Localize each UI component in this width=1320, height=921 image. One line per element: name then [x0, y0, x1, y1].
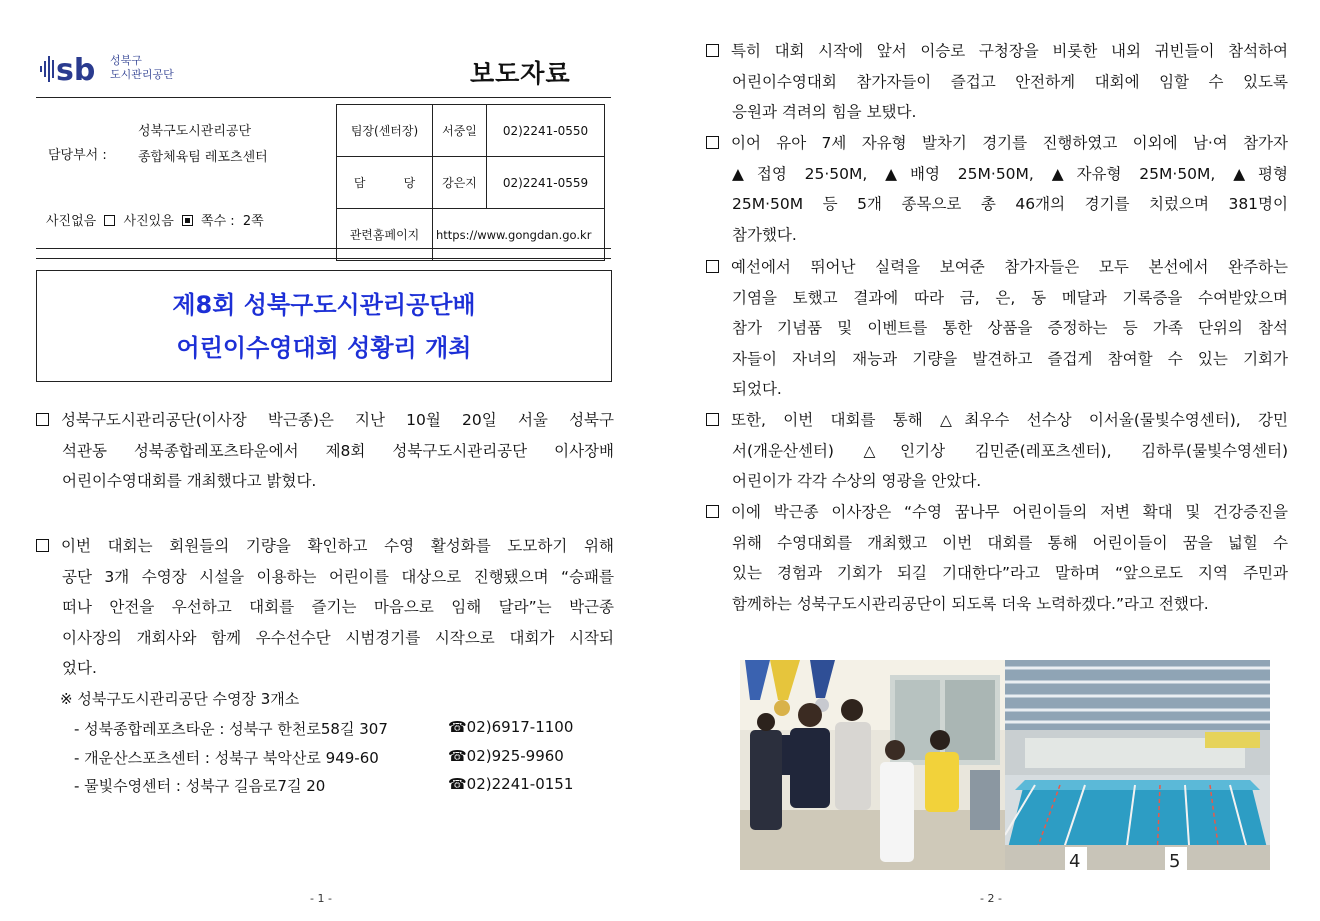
square-bullet-icon	[706, 136, 719, 149]
paragraph-line: 자들이 자녀의 재능과 기량을 발견하고 즐겁게 참여할 수 있는 기회가	[732, 349, 1288, 368]
facility-item	[74, 718, 388, 739]
contact-phone: 02)2241-0559	[487, 157, 605, 209]
photo-status-row	[46, 210, 268, 229]
facility-item	[74, 775, 325, 796]
pages-value: 2쪽	[242, 214, 264, 229]
lane-number-label: 4	[1069, 851, 1081, 870]
logo-org-line1: 성북구	[110, 54, 142, 67]
info-rule-double	[36, 258, 611, 259]
paragraph-line: 응원과 격려의 힘을 보탰다.	[732, 103, 917, 121]
paragraph-line: 이사장의 개회사와 함께 우수선수단 시범경기를 시작으로 대회가 시작되	[62, 628, 614, 647]
square-bullet-icon	[706, 413, 719, 426]
paragraph-line: ▲접영 25·50M, ▲배영 25M·50M, ▲자유형 25M·50M, ▲평형	[732, 164, 1288, 183]
info-rule	[36, 248, 611, 249]
paragraph-line: 참가했다.	[732, 225, 797, 244]
contact-row	[337, 105, 605, 157]
facility-name: - 성북종합레포츠타운 : 성북구 한천로58길 307	[74, 720, 388, 738]
has-photo-label: 사진있음	[123, 214, 174, 229]
logo-mark-text: sb	[56, 53, 96, 88]
department-label: 담당부서 :	[48, 148, 107, 163]
page-number: - 2 -	[980, 892, 1002, 905]
facility-note-title: ※ 성북구도시관리공단 수영장 3개소	[60, 690, 300, 708]
page2-paragraph-2	[706, 128, 1288, 250]
press-release-title: 보도자료	[470, 59, 571, 88]
paragraph-line: 예선에서 뛰어난 실력을 보여준 참가자들은 모두 본선에서 완주하는	[731, 258, 1288, 276]
contact-name: 서중일	[433, 105, 487, 157]
paragraph-line: 이에 박근종 이사장은 “수영 꿈나무 어린이들의 저변 확대 및 건강증진을	[731, 503, 1288, 521]
paragraph-line: 되었다.	[732, 380, 782, 398]
header-rule	[36, 97, 611, 98]
headline-box	[36, 270, 612, 382]
page1-paragraph-2	[36, 531, 614, 684]
contact-table	[336, 104, 605, 261]
facility-phone: ☎02)925-9960	[448, 747, 564, 765]
contact-row	[337, 209, 605, 261]
homepage-label: 관련홈페이지	[337, 209, 433, 261]
paragraph-line: 함께하는 성북구도시관리공단이 되도록 더욱 노력하겠다.”라고 전했다.	[732, 594, 1209, 613]
paragraph-line: 떠나 안전을 우선하고 대회를 즐기는 마음으로 임해 달라”는 박근종	[62, 598, 614, 616]
contact-row	[337, 157, 605, 209]
square-bullet-icon	[706, 44, 719, 57]
page-number: - 1 -	[310, 892, 332, 905]
page2-paragraph-4	[706, 405, 1288, 497]
contact-role: 담 당	[337, 157, 433, 209]
contact-role: 팀장(센터장)	[337, 105, 433, 157]
facility-name: - 물빛수영센터 : 성북구 길음로7길 20	[74, 777, 326, 795]
paragraph-line: 위해 수영대회를 개최했고 이번 대회를 통해 어린이들이 꿈을 넓힐 수	[732, 533, 1288, 552]
lane-number-label: 5	[1169, 851, 1181, 870]
square-bullet-icon	[706, 505, 719, 518]
homepage-url[interactable]: https://www.gongdan.go.kr	[433, 209, 605, 261]
facility-phone: ☎02)6917-1100	[448, 718, 574, 736]
paragraph-line: 있는 경험과 기회가 되길 기대한다”라고 말하며 “앞으로도 지역 주민과	[732, 564, 1288, 582]
ceremony-photo	[740, 660, 1005, 870]
facility-item	[74, 747, 379, 768]
paragraph-line: 기염을 토했고 결과에 따라 금, 은, 동 메달과 기록증을 수여받았으며	[732, 288, 1288, 307]
square-bullet-icon	[36, 539, 49, 552]
pool-photo	[1005, 660, 1270, 870]
page1-paragraph-1	[36, 405, 614, 497]
department-team: 종합체육팀 레포츠센터	[138, 150, 268, 165]
logo-org-line2: 도시관리공단	[110, 68, 174, 81]
paragraph-line: 이어 유아 7세 자유형 발차기 경기를 진행하였고 이외에 남·여 참가자	[731, 134, 1288, 152]
paragraph-line: 성북구도시관리공단(이사장 박근종)은 지난 10월 20일 서울 성북구	[61, 411, 614, 429]
contact-phone: 02)2241-0550	[487, 105, 605, 157]
page2-paragraph-5	[706, 497, 1288, 619]
page2-paragraph-1	[706, 36, 1288, 128]
square-bullet-icon	[706, 260, 719, 273]
facility-name: - 개운산스포츠센터 : 성북구 북악산로 949-60	[74, 749, 379, 767]
paragraph-line: 어린이가 각각 수상의 영광을 안았다.	[732, 472, 982, 490]
paragraph-line: 이번 대회는 회원들의 기량을 확인하고 수영 활성화를 도모하기 위해	[61, 537, 614, 555]
logo-mark-icon	[38, 46, 108, 90]
paragraph-line: 특히 대회 시작에 앞서 이승로 구청장을 비롯한 내외 귀빈들이 참석하여	[731, 42, 1288, 60]
paragraph-line: 어린이수영대회를 개최했다고 밝혔다.	[62, 472, 317, 490]
headline-line2: 어린이수영대회 성황리 개최	[176, 334, 472, 362]
no-photo-label: 사진없음	[46, 214, 97, 229]
paragraph-line: 어린이수영대회 참가자들이 즐겁고 안전하게 대회에 임할 수 있도록	[732, 72, 1288, 91]
paragraph-line: 공단 3개 수영장 시설을 이용하는 어린이를 대상으로 진행됐으며 “승패를	[62, 567, 614, 586]
paragraph-line: 또한, 이번 대회를 통해 △최우수 선수상 이서울(물빛수영센터), 강민	[731, 411, 1288, 429]
square-bullet-icon	[36, 413, 49, 426]
department-name: 성북구도시관리공단	[138, 124, 252, 139]
contact-name: 강은지	[433, 157, 487, 209]
paragraph-line: 참가 기념품 및 이벤트를 통한 상품을 증정하는 등 가족 단위의 참석	[732, 319, 1288, 337]
paragraph-line: 석관동 성북종합레포츠타운에서 제8회 성북구도시관리공단 이사장배	[62, 441, 614, 460]
has-photo-checkbox	[182, 215, 193, 226]
pages-label: 쪽수 :	[201, 214, 235, 229]
page2-paragraph-3	[706, 252, 1288, 405]
paragraph-line: 었다.	[62, 659, 97, 677]
paragraph-line: 서(개운산센터) △인기상 김민준(레포츠센터), 김하루(물빛수영센터)	[732, 441, 1288, 460]
headline-line1: 제8회 성북구도시관리공단배	[172, 291, 476, 319]
organization-logo	[38, 46, 188, 90]
no-photo-checkbox	[104, 215, 115, 226]
facility-phone: ☎02)2241-0151	[448, 775, 574, 793]
paragraph-line: 25M·50M 등 5개 종목으로 총 46개의 경기를 치렀으며 381명이	[732, 195, 1288, 213]
